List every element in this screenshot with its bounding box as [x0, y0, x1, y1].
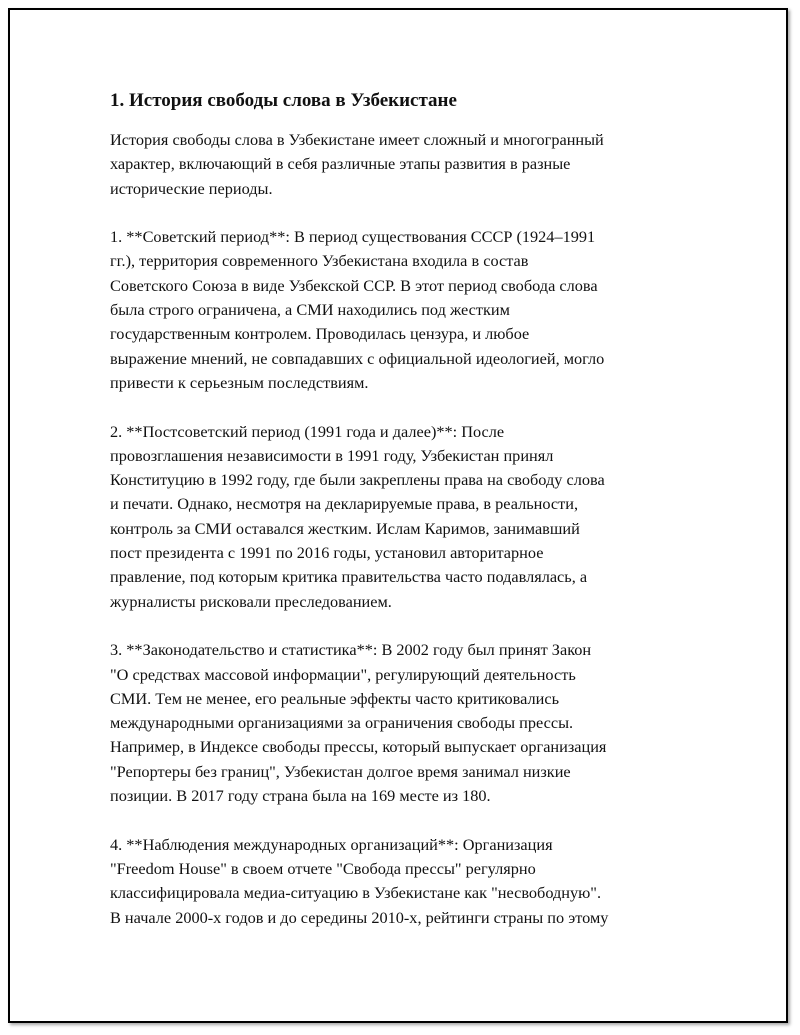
text-line: В начале 2000-х годов и до середины 2010-х, рейтинги страны по этому — [110, 907, 609, 927]
text-line: Конституцию в 1992 году, где были закреплены права на свободу слова — [110, 470, 605, 490]
text-line: позиции. В 2017 году страна была на 169 месте из 180. — [110, 786, 491, 806]
text-line: "О средствах массовой информации", регулирующий деятельность — [110, 664, 576, 684]
text-line: Например, в Индексе свободы прессы, который выпускает организация — [110, 737, 607, 757]
text-line: выражение мнений, не совпадавших с официальной идеологией, могло — [110, 348, 605, 368]
text-line: правление, под которым критика правительства часто подавлялась, а — [110, 567, 588, 587]
text-line: История свободы слова в Узбекистане имеет сложный и многогранный — [110, 130, 604, 149]
document-body — [110, 88, 690, 954]
section-heading: 1. История свободы слова в Узбекистане — [110, 90, 457, 111]
text-line: пост президента с 1991 по 2016 годы, установил авторитарное — [110, 543, 544, 563]
text-line: СМИ. Тем не менее, его реальные эффекты часто критиковались — [110, 688, 559, 708]
text-line: Советского Союза в виде Узбекской ССР. В этот период свобода слова — [110, 275, 598, 295]
text-line: государственным контролем. Проводилась цензура, и любое — [110, 324, 530, 344]
text-line: 3. **Законодательство и статистика**: В 2002 году был принят Закон — [110, 640, 592, 660]
paragraph-post-soviet-period — [110, 420, 690, 614]
text-line: характер, включающий в себя различные этапы развития в разные — [110, 154, 571, 174]
text-line: контроль за СМИ оставался жестким. Ислам Каримов, занимавший — [110, 518, 580, 538]
paragraph-intro — [110, 128, 690, 201]
text-line: 4. **Наблюдения международных организаций**: Организация — [110, 834, 553, 854]
text-line: 2. **Постсоветский период (1991 года и далее)**: После — [110, 421, 505, 441]
text-line: и печати. Однако, несмотря на декларируемые права, в реальности, — [110, 494, 579, 514]
text-line: исторические периоды. — [110, 178, 273, 198]
text-line: "Freedom House" в своем отчете "Свобода прессы" регулярно — [110, 858, 536, 878]
text-line: привести к серьезным последствиям. — [110, 372, 369, 392]
text-line: была строго ограничена, а СМИ находились под жестким — [110, 300, 510, 320]
text-line: "Репортеры без границ", Узбекистан долгое время занимал низкие — [110, 761, 571, 781]
text-line: гг.), территория современного Узбекистана входила в состав — [110, 251, 529, 271]
paragraph-legislation — [110, 638, 690, 808]
paragraph-international-observations — [110, 833, 690, 930]
text-line: провозглашения независимости в 1991 году, Узбекистан принял — [110, 445, 554, 465]
text-line: 1. **Советский период**: В период существования СССР (1924–1991 — [110, 227, 596, 247]
paragraph-soviet-period — [110, 225, 690, 395]
text-line: журналисты рисковали преследованием. — [110, 591, 392, 611]
text-line: международными организациями за ограничения свободы прессы. — [110, 713, 574, 733]
text-line: классифицировала медиа-ситуацию в Узбекистане как "несвободную". — [110, 883, 602, 903]
